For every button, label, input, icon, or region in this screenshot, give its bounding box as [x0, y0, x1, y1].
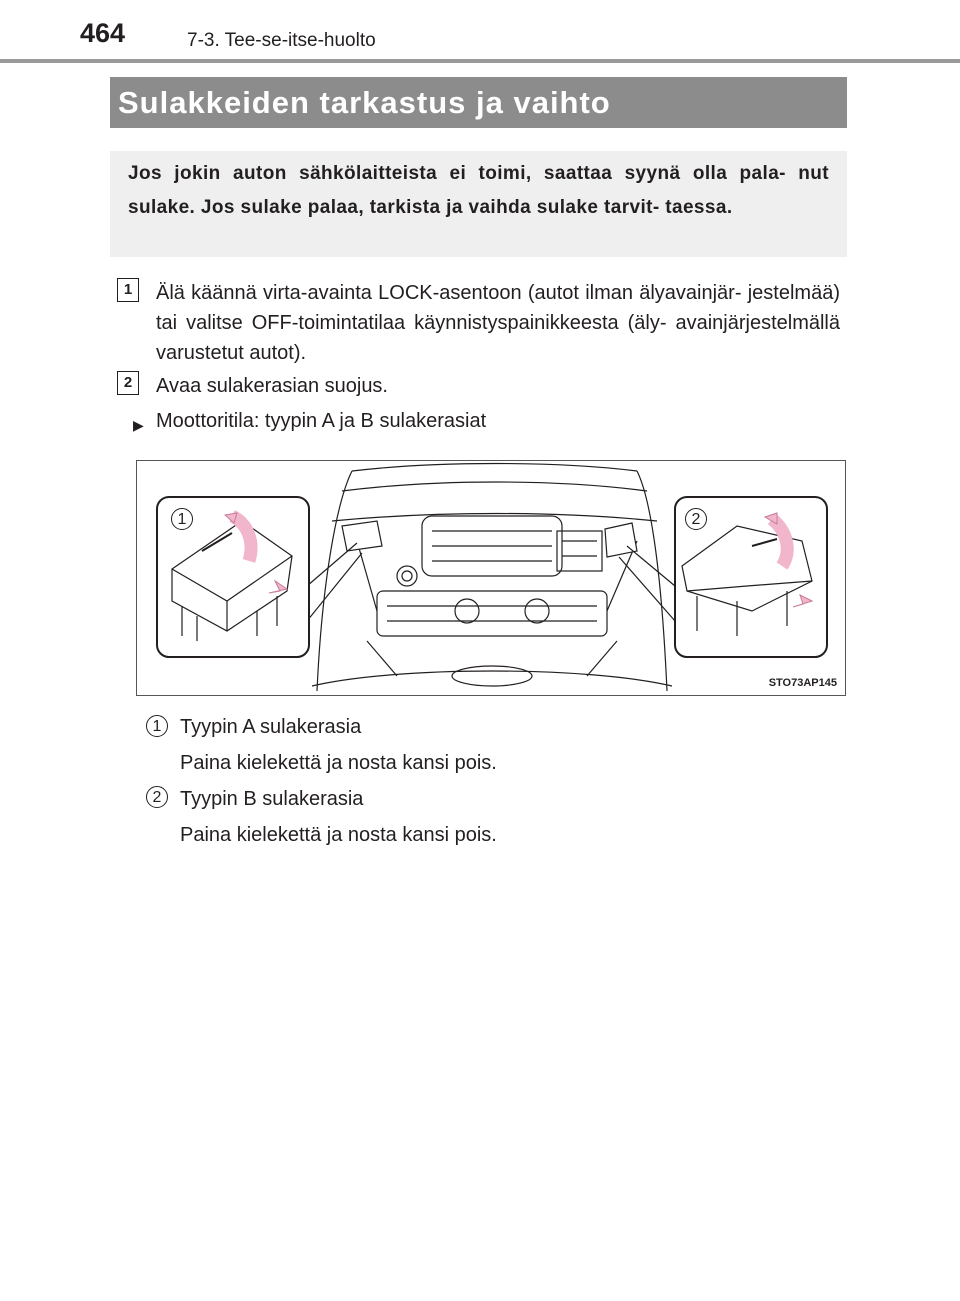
legend-2-number: 2 — [146, 786, 168, 808]
legend-2-instruction: Paina kielekettä ja nosta kansi pois. — [180, 824, 497, 846]
legend-1-number: 1 — [146, 715, 168, 737]
engine-bay-illustration — [137, 461, 846, 696]
step-2-text: Avaa sulakerasian suojus. — [156, 375, 388, 397]
legend-1-instruction: Paina kielekettä ja nosta kansi pois. — [180, 752, 497, 774]
legend-1-title: Tyypin A sulakerasia — [180, 716, 362, 738]
step-1-text: Älä käännä virta-avainta LOCK-asentoon (autot ilman älyavainjär- jestelmää) tai valitse OFF-toimintatilaa käynnistyspainikkeesta (äly- avainjärjestelmällä varustetut autot). — [156, 282, 840, 364]
header-divider — [0, 59, 960, 63]
chapter-title: 7-3. Tee-se-itse-huolto — [187, 30, 376, 51]
section-title: Sulakkeiden tarkastus ja vaihto — [110, 77, 847, 128]
intro-box: Jos jokin auton sähkölaitteista ei toimi, saattaa syynä olla pala- nut sulake. Jos sulake palaa, tarkista ja vaihda sulake tarvit- taessa. — [110, 151, 847, 257]
step-1-badge: 1 — [117, 278, 139, 302]
callout-1: 1 — [171, 508, 193, 530]
page-number: 464 — [80, 18, 126, 48]
bullet-triangle-icon: ▶ — [133, 417, 144, 433]
callout-2: 2 — [685, 508, 707, 530]
figure-code: STO73AP145 — [768, 677, 837, 689]
step-2-badge: 2 — [117, 371, 139, 395]
engine-bay-figure — [136, 460, 846, 696]
bullet-text: Moottoritila: tyypin A ja B sulakerasiat — [156, 410, 487, 432]
legend-2-title: Tyypin B sulakerasia — [180, 788, 364, 810]
